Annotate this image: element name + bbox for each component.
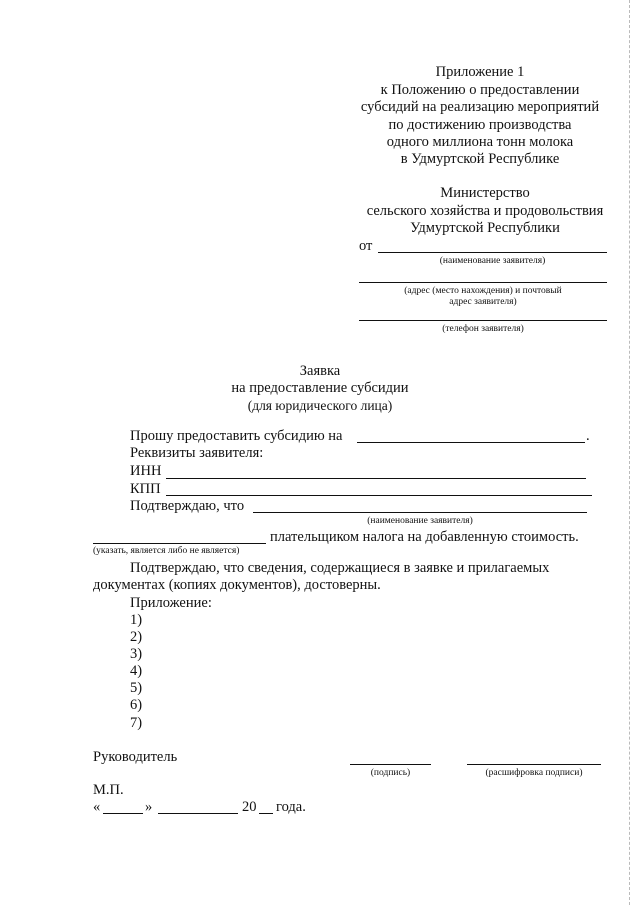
applicant-address-field[interactable] — [359, 282, 607, 283]
date-year-suffix: года. — [276, 799, 306, 815]
applicant-confirm-field[interactable] — [253, 512, 587, 513]
caption-phone: (телефон заявителя) — [442, 324, 524, 334]
caption-signature-decode: (расшифровка подписи) — [485, 768, 583, 778]
title-line-1: Заявка — [299, 363, 341, 379]
header-line-3: субсидий на реализацию мероприятий — [360, 99, 600, 115]
signature-field[interactable] — [350, 764, 431, 765]
confirm-that-label: Подтверждаю, что — [130, 498, 245, 514]
subsidy-purpose-field[interactable] — [357, 442, 585, 443]
recipient-line-2: сельского хозяйства и продовольствия — [366, 203, 604, 219]
applicant-phone-field[interactable] — [359, 320, 607, 321]
attachment-item-3: 3) — [130, 646, 143, 662]
head-label: Руководитель — [93, 749, 178, 765]
date-year-prefix: 20 — [242, 799, 257, 815]
attachment-item-4: 4) — [130, 663, 143, 679]
attachment-item-7: 7) — [130, 715, 143, 731]
recipient-line-1: Министерство — [440, 185, 530, 201]
inn-field[interactable] — [166, 478, 586, 479]
applicant-name-field[interactable] — [378, 252, 607, 253]
recipient-line-3: Удмуртской Республики — [410, 220, 560, 236]
header-line-1: Приложение 1 — [435, 64, 525, 80]
caption-applicant-name: (наименование заявителя) — [439, 256, 546, 266]
vat-status-field[interactable] — [93, 543, 266, 544]
header-line-6: в Удмуртской Республике — [400, 151, 560, 167]
kpp-field[interactable] — [166, 495, 592, 496]
stamp-label: М.П. — [93, 782, 124, 798]
header-line-4: по достижению производства — [388, 117, 572, 133]
date-year-field[interactable] — [259, 813, 273, 814]
confirm-docs-line-2: документах (копиях документов), достоверны. — [93, 577, 381, 593]
vat-text: плательщиком налога на добавленную стоимость. — [270, 529, 579, 545]
request-end: . — [586, 428, 590, 444]
date-quote-open: « — [93, 799, 101, 815]
attachment-item-2: 2) — [130, 629, 143, 645]
title-line-3: (для юридического лица) — [247, 398, 393, 413]
inn-label: ИНН — [130, 463, 162, 479]
fold-line — [629, 0, 630, 905]
attachment-item-1: 1) — [130, 612, 143, 628]
requisites-label: Реквизиты заявителя: — [130, 445, 264, 461]
caption-applicant: (наименование заявителя) — [367, 516, 473, 526]
attachment-item-5: 5) — [130, 680, 143, 696]
date-quote-close: » — [145, 799, 153, 815]
attachment-item-6: 6) — [130, 697, 143, 713]
caption-address-1: (адрес (место нахождения) и почтовый — [404, 286, 562, 296]
attachment-label: Приложение: — [130, 595, 212, 611]
caption-address-2: адрес заявителя) — [449, 297, 517, 307]
date-day-field[interactable] — [103, 813, 143, 814]
request-text: Прошу предоставить субсидию на — [130, 428, 343, 444]
kpp-label: КПП — [130, 481, 161, 497]
header-line-5: одного миллиона тонн молока — [386, 134, 574, 150]
caption-vat: (указать, является либо не является) — [93, 546, 240, 556]
title-line-2: на предоставление субсидии — [231, 380, 409, 396]
from-label: от — [359, 238, 373, 254]
header-line-2: к Положению о предоставлении — [380, 82, 580, 98]
confirm-docs-line-1: Подтверждаю, что сведения, содержащиеся в заявке и прилагаемых — [130, 560, 550, 576]
caption-signature: (подпись) — [370, 768, 411, 778]
date-month-field[interactable] — [158, 813, 238, 814]
signature-decode-field[interactable] — [467, 764, 601, 765]
